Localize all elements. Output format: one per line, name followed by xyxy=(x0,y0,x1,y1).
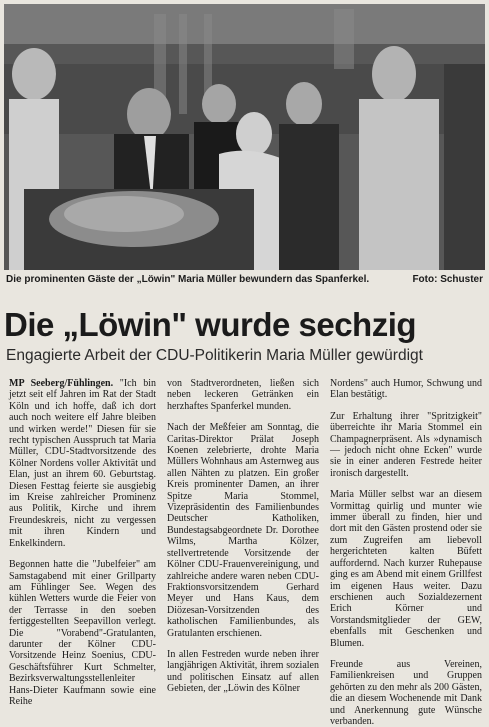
article-paragraph: Freunde aus Vereinen, Familienkreisen und Gruppen gehörten zu den mehr als 200 Gästen, die an diesem Wochenende mit Dank und Anerkennung gute Wünsche verbanden. xyxy=(330,658,482,727)
article-column-1 xyxy=(9,378,156,708)
article-body xyxy=(4,378,485,727)
article-paragraph: von Stadtverordneten, ließen sich neben leckeren Getränken ein herzhaftes Spanferkel munden. xyxy=(167,378,319,412)
article-paragraph: Begonnen hatte die "Jubelfeier" am Samstagabend mit einer Grillparty am Fühlinger See. Wegen des kühlen Wetters wurde die Feier von der Terrasse in den soeben fertiggestellten Seepavillon verlegt. Die "Vorabend"-Gratulanten, darunter der Kölner CDU-Vorsitzende Heinz Soenius, CDU-Geschäftsführer Kurt Schmelter, Bezirksverwaltungsstellenleiter Hans-Dieter Kaufmann sowie eine Reihe xyxy=(9,559,156,707)
news-photo xyxy=(4,4,485,270)
article-paragraph: Maria Müller selbst war an diesem Vormittag quirlig und munter wie immer überall zu finden, hier und dort mit den Gästen prostend oder sie zum Zugreifen am liebevoll hergerichteten kalten Büfett auffordernd. Nach kurzer Ruhepause ging es am Abend mit einem Grillfest im eigenen Haus weiter. Dazu erschienen auch Sozialdezernent Erich Körner und Vorstandsmitglieder der GEW, ebenfalls mit Geschenken und Blumen. xyxy=(330,489,482,649)
article-column-2 xyxy=(167,378,319,708)
photo-credit: Foto: Schuster xyxy=(412,274,483,285)
article-paragraph xyxy=(9,378,156,549)
article-paragraph: Zur Erhaltung ihrer "Spritzigkeit" überreichte ihr Maria Stommel ein Champagnerpräsent. Als »dynamisch — jedoch nicht ohne Ecken" wurde sie in einer anderen Festrede heiter ironisch dargestellt. xyxy=(330,410,482,479)
headline: Die „Löwin" wurde sechzig xyxy=(4,306,417,343)
article-paragraph: In allen Festreden wurde neben ihrer langjährigen Aktivität, ihrem sozialen und politischen Einsatz auf allen Gebieten, der „Löwin des Kölner xyxy=(167,648,319,695)
paragraph-text: "Ich bin jetzt seit elf Jahren im Rat der Stadt Köln und ich hoffe, daß ich dort auch noch weitere elf Jahre bleiben und wirken werde!" Diesen für sie recht typischen Ausspruch tat Maria Müller, CDU-Stadtvorsitzende des Kölner Nordens voller Aktivität und Elan, just an ihrem 60. Geburtstag. Diesen Festtag feierte sie ausgiebig im Kreise zahlreicher Prominenz aus Politik, Kirche und ihrem Freundeskreis, nicht zu vergessen mit ihren Kindern und Enkelkindern. xyxy=(9,378,156,549)
article-paragraph: Nordens" auch Humor, Schwung und Elan bestätigt. xyxy=(330,378,482,401)
photo-caption-row xyxy=(4,273,485,287)
dateline: MP Seeberg/Fühlingen. xyxy=(9,378,114,389)
photo-illustration xyxy=(4,4,485,270)
photo-caption: Die prominenten Gäste der „Löwin" Maria Müller bewundern das Spanferkel. xyxy=(6,274,370,285)
article-column-3 xyxy=(330,378,482,727)
subheadline: Engagierte Arbeit der CDU-Politikerin Maria Müller gewürdigt xyxy=(6,347,423,364)
article-paragraph: Nach der Meßfeier am Sonntag, die Caritas-Direktor Prälat Joseph Koenen zelebrierte, drohte Maria Müllers Wohnhaus am Asternweg aus allen Nähten zu platzen. Ein großer Kreis prominenter Damen, an ihrer Spitze Maria Stommel, Vizepräsidentin des Familienbundes Deutscher Katholiken, Bundestagsabgeordnete Dr. Dorothee Wilms, Martha Kölzer, stellvertretende Vorsitzende der Kölner CDU-Frauenvereinigung, und zahlreiche andere waren neben CDU-Fraktionsvorsitzendem Gerhard Meyer und Hans Kaus, dem Diözesan-Vorsitzenden des katholischen Familienbundes, als Gratulanten erschienen. xyxy=(167,422,319,639)
